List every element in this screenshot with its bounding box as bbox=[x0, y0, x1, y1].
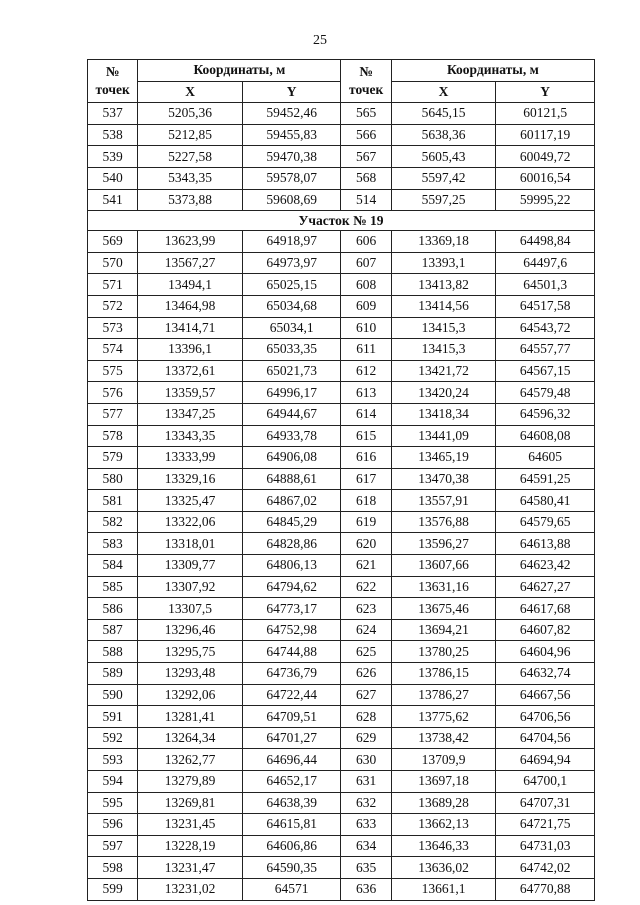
y-value-cell: 64608,08 bbox=[496, 425, 595, 447]
x-value-cell: 13322,06 bbox=[138, 511, 243, 533]
x-value-cell: 13441,09 bbox=[391, 425, 496, 447]
table-row bbox=[88, 447, 595, 469]
y-value-cell: 60117,19 bbox=[496, 124, 595, 146]
y-value-cell: 59455,83 bbox=[242, 124, 341, 146]
table-row bbox=[88, 382, 595, 404]
y-value-cell: 65033,35 bbox=[242, 339, 341, 361]
table-row bbox=[88, 706, 595, 728]
number-symbol: № bbox=[359, 64, 373, 80]
table-row bbox=[88, 231, 595, 253]
point-number-cell: 618 bbox=[341, 490, 391, 512]
point-number-cell: 579 bbox=[88, 447, 138, 469]
point-number-cell: 570 bbox=[88, 252, 138, 274]
y-value-cell: 65034,68 bbox=[242, 295, 341, 317]
x-value-cell: 13465,19 bbox=[391, 447, 496, 469]
y-value-cell: 64615,81 bbox=[242, 814, 341, 836]
x-value-cell: 13415,3 bbox=[391, 339, 496, 361]
x-value-cell: 13661,1 bbox=[391, 878, 496, 900]
point-number-cell: 584 bbox=[88, 555, 138, 577]
x-value-cell: 13421,72 bbox=[391, 360, 496, 382]
y-value-cell: 64557,77 bbox=[496, 339, 595, 361]
point-number-cell: 629 bbox=[341, 727, 391, 749]
x-value-cell: 13576,88 bbox=[391, 511, 496, 533]
point-number-cell: 636 bbox=[341, 878, 391, 900]
point-number-cell: 610 bbox=[341, 317, 391, 339]
y-value-cell: 64721,75 bbox=[496, 814, 595, 836]
y-value-cell: 64652,17 bbox=[242, 771, 341, 793]
point-number-cell: 620 bbox=[341, 533, 391, 555]
y-value-cell: 64701,27 bbox=[242, 727, 341, 749]
point-number-cell: 575 bbox=[88, 360, 138, 382]
y-value-cell: 64744,88 bbox=[242, 641, 341, 663]
table-row bbox=[88, 641, 595, 663]
point-number-cell: 576 bbox=[88, 382, 138, 404]
x-value-cell: 13262,77 bbox=[138, 749, 243, 771]
point-number-header-right bbox=[341, 60, 391, 103]
y-value-cell: 64501,3 bbox=[496, 274, 595, 296]
y-value-cell: 64773,17 bbox=[242, 598, 341, 620]
table-row bbox=[88, 576, 595, 598]
point-number-cell: 569 bbox=[88, 231, 138, 253]
point-number-cell: 606 bbox=[341, 231, 391, 253]
point-number-cell: 514 bbox=[341, 189, 391, 211]
x-value-cell: 13607,66 bbox=[391, 555, 496, 577]
y-value-cell: 64606,86 bbox=[242, 835, 341, 857]
point-number-cell: 577 bbox=[88, 403, 138, 425]
table-row bbox=[88, 252, 595, 274]
section-rows bbox=[88, 231, 595, 900]
point-number-cell: 596 bbox=[88, 814, 138, 836]
point-number-cell: 590 bbox=[88, 684, 138, 706]
table-row bbox=[88, 360, 595, 382]
x-value-cell: 13292,06 bbox=[138, 684, 243, 706]
y-value-cell: 64933,78 bbox=[242, 425, 341, 447]
point-number-cell: 607 bbox=[341, 252, 391, 274]
x-value-cell: 5205,36 bbox=[138, 103, 243, 125]
point-number-cell: 631 bbox=[341, 771, 391, 793]
y-value-cell: 64580,41 bbox=[496, 490, 595, 512]
x-value-cell: 13281,41 bbox=[138, 706, 243, 728]
x-value-cell: 5638,36 bbox=[391, 124, 496, 146]
point-number-cell: 617 bbox=[341, 468, 391, 490]
y-value-cell: 64638,39 bbox=[242, 792, 341, 814]
point-number-cell: 588 bbox=[88, 641, 138, 663]
y-value-cell: 64867,02 bbox=[242, 490, 341, 512]
x-value-cell: 13359,57 bbox=[138, 382, 243, 404]
table-row bbox=[88, 189, 595, 211]
table-row bbox=[88, 684, 595, 706]
x-value-cell: 5343,35 bbox=[138, 167, 243, 189]
x-value-cell: 13231,45 bbox=[138, 814, 243, 836]
y-value-cell: 64498,84 bbox=[496, 231, 595, 253]
x-value-cell: 13494,1 bbox=[138, 274, 243, 296]
section-title: Участок № 19 bbox=[88, 211, 595, 231]
point-number-cell: 540 bbox=[88, 167, 138, 189]
point-number-cell: 627 bbox=[341, 684, 391, 706]
point-number-cell: 589 bbox=[88, 663, 138, 685]
y-value-cell: 64709,51 bbox=[242, 706, 341, 728]
table-row bbox=[88, 317, 595, 339]
y-value-cell: 59452,46 bbox=[242, 103, 341, 125]
table-row bbox=[88, 468, 595, 490]
y-value-cell: 64596,32 bbox=[496, 403, 595, 425]
x-value-cell: 13228,19 bbox=[138, 835, 243, 857]
x-value-cell: 13295,75 bbox=[138, 641, 243, 663]
y-value-cell: 64590,35 bbox=[242, 857, 341, 879]
y-value-cell: 65034,1 bbox=[242, 317, 341, 339]
y-value-cell: 64517,58 bbox=[496, 295, 595, 317]
y-value-cell: 59578,07 bbox=[242, 167, 341, 189]
table-row bbox=[88, 490, 595, 512]
y-value-cell: 64579,65 bbox=[496, 511, 595, 533]
point-number-cell: 594 bbox=[88, 771, 138, 793]
coordinates-table bbox=[87, 59, 595, 901]
point-number-cell: 611 bbox=[341, 339, 391, 361]
point-number-cell: 538 bbox=[88, 124, 138, 146]
point-number-cell: 615 bbox=[341, 425, 391, 447]
x-value-cell: 13307,92 bbox=[138, 576, 243, 598]
x-value-cell: 5645,15 bbox=[391, 103, 496, 125]
y-value-cell: 64694,94 bbox=[496, 749, 595, 771]
table-row bbox=[88, 103, 595, 125]
y-value-cell: 64627,27 bbox=[496, 576, 595, 598]
x-value-cell: 13231,47 bbox=[138, 857, 243, 879]
x-value-cell: 5605,43 bbox=[391, 146, 496, 168]
point-number-cell: 635 bbox=[341, 857, 391, 879]
x-value-cell: 13296,46 bbox=[138, 619, 243, 641]
section-header bbox=[88, 211, 595, 231]
point-number-cell: 609 bbox=[341, 295, 391, 317]
y-value-cell: 64918,97 bbox=[242, 231, 341, 253]
x-value-cell: 13780,25 bbox=[391, 641, 496, 663]
x-value-cell: 13689,28 bbox=[391, 792, 496, 814]
point-number-cell: 630 bbox=[341, 749, 391, 771]
x-value-cell: 13631,16 bbox=[391, 576, 496, 598]
number-symbol: № bbox=[105, 64, 120, 80]
y-value-cell: 64591,25 bbox=[496, 468, 595, 490]
x-value-cell: 13231,02 bbox=[138, 878, 243, 900]
point-number-cell: 614 bbox=[341, 403, 391, 425]
y-value-cell: 64632,74 bbox=[496, 663, 595, 685]
point-number-cell: 572 bbox=[88, 295, 138, 317]
x-value-cell: 5597,25 bbox=[391, 189, 496, 211]
table-row bbox=[88, 598, 595, 620]
x-value-cell: 13662,13 bbox=[391, 814, 496, 836]
y-value-cell: 64736,79 bbox=[242, 663, 341, 685]
point-number-cell: 634 bbox=[341, 835, 391, 857]
y-value-cell: 64704,56 bbox=[496, 727, 595, 749]
table-row bbox=[88, 555, 595, 577]
y-value-cell: 64604,96 bbox=[496, 641, 595, 663]
point-number-cell: 591 bbox=[88, 706, 138, 728]
y-value-cell: 64497,6 bbox=[496, 252, 595, 274]
page-number: 25 bbox=[313, 33, 327, 48]
table-row bbox=[88, 339, 595, 361]
y-header: Y bbox=[242, 81, 341, 103]
x-value-cell: 13414,71 bbox=[138, 317, 243, 339]
coordinates-header: Координаты, м bbox=[138, 60, 341, 82]
coordinates-header-right: Координаты, м bbox=[391, 60, 594, 82]
y-value-cell: 64571 bbox=[242, 878, 341, 900]
x-value-cell: 13347,25 bbox=[138, 403, 243, 425]
y-value-cell: 64742,02 bbox=[496, 857, 595, 879]
x-value-cell: 13464,98 bbox=[138, 295, 243, 317]
x-value-cell: 13393,1 bbox=[391, 252, 496, 274]
x-value-cell: 13418,34 bbox=[391, 403, 496, 425]
point-number-cell: 587 bbox=[88, 619, 138, 641]
y-value-cell: 64696,44 bbox=[242, 749, 341, 771]
table-row bbox=[88, 663, 595, 685]
x-header: X bbox=[138, 81, 243, 103]
point-number-cell: 598 bbox=[88, 857, 138, 879]
x-value-cell: 13307,5 bbox=[138, 598, 243, 620]
y-value-cell: 64605 bbox=[496, 447, 595, 469]
point-number-cell: 597 bbox=[88, 835, 138, 857]
table-row bbox=[88, 792, 595, 814]
point-number-cell: 625 bbox=[341, 641, 391, 663]
y-value-cell: 64806,13 bbox=[242, 555, 341, 577]
y-value-cell: 64973,97 bbox=[242, 252, 341, 274]
point-number-cell: 613 bbox=[341, 382, 391, 404]
table-row bbox=[88, 124, 595, 146]
point-number-cell: 624 bbox=[341, 619, 391, 641]
point-number-header bbox=[88, 60, 138, 103]
x-value-cell: 13343,35 bbox=[138, 425, 243, 447]
y-value-cell: 64722,44 bbox=[242, 684, 341, 706]
point-number-cell: 623 bbox=[341, 598, 391, 620]
x-value-cell: 13333,99 bbox=[138, 447, 243, 469]
table-row bbox=[88, 533, 595, 555]
x-value-cell: 13567,27 bbox=[138, 252, 243, 274]
x-value-cell: 13646,33 bbox=[391, 835, 496, 857]
point-number-cell: 578 bbox=[88, 425, 138, 447]
x-value-cell: 13623,99 bbox=[138, 231, 243, 253]
y-value-cell: 64752,98 bbox=[242, 619, 341, 641]
point-number-cell: 566 bbox=[341, 124, 391, 146]
y-value-cell: 64617,68 bbox=[496, 598, 595, 620]
y-value-cell: 64996,17 bbox=[242, 382, 341, 404]
point-number-cell: 621 bbox=[341, 555, 391, 577]
point-number-cell: 622 bbox=[341, 576, 391, 598]
table-row bbox=[88, 167, 595, 189]
y-value-cell: 64888,61 bbox=[242, 468, 341, 490]
x-value-cell: 13309,77 bbox=[138, 555, 243, 577]
x-value-cell: 5597,42 bbox=[391, 167, 496, 189]
x-value-cell: 13293,48 bbox=[138, 663, 243, 685]
point-number-cell: 633 bbox=[341, 814, 391, 836]
x-value-cell: 5212,85 bbox=[138, 124, 243, 146]
x-value-cell: 13694,21 bbox=[391, 619, 496, 641]
x-value-cell: 13369,18 bbox=[391, 231, 496, 253]
top-rows bbox=[88, 103, 595, 211]
y-value-cell: 64828,86 bbox=[242, 533, 341, 555]
x-value-cell: 13786,27 bbox=[391, 684, 496, 706]
point-number-cell: 583 bbox=[88, 533, 138, 555]
table-row bbox=[88, 749, 595, 771]
x-value-cell: 13636,02 bbox=[391, 857, 496, 879]
x-value-cell: 13396,1 bbox=[138, 339, 243, 361]
point-number-cell: 541 bbox=[88, 189, 138, 211]
point-number-cell: 616 bbox=[341, 447, 391, 469]
point-number-cell: 628 bbox=[341, 706, 391, 728]
x-value-cell: 13413,82 bbox=[391, 274, 496, 296]
table-row bbox=[88, 619, 595, 641]
x-value-cell: 13738,42 bbox=[391, 727, 496, 749]
point-number-cell: 568 bbox=[341, 167, 391, 189]
y-value-cell: 64845,29 bbox=[242, 511, 341, 533]
y-value-cell: 64567,15 bbox=[496, 360, 595, 382]
x-value-cell: 13415,3 bbox=[391, 317, 496, 339]
y-value-cell: 64667,56 bbox=[496, 684, 595, 706]
point-number-cell: 608 bbox=[341, 274, 391, 296]
y-value-cell: 64579,48 bbox=[496, 382, 595, 404]
y-value-cell: 64731,03 bbox=[496, 835, 595, 857]
table-row bbox=[88, 146, 595, 168]
point-number-cell: 585 bbox=[88, 576, 138, 598]
table-row bbox=[88, 727, 595, 749]
x-value-cell: 13420,24 bbox=[391, 382, 496, 404]
y-value-cell: 59608,69 bbox=[242, 189, 341, 211]
point-number-cell: 565 bbox=[341, 103, 391, 125]
x-value-cell: 13786,15 bbox=[391, 663, 496, 685]
x-value-cell: 13325,47 bbox=[138, 490, 243, 512]
number-label: точек bbox=[348, 82, 384, 98]
x-value-cell: 13414,56 bbox=[391, 295, 496, 317]
y-value-cell: 64623,42 bbox=[496, 555, 595, 577]
table-row bbox=[88, 771, 595, 793]
y-value-cell: 65021,73 bbox=[242, 360, 341, 382]
table-row bbox=[88, 878, 595, 900]
table-row bbox=[88, 425, 595, 447]
x-value-cell: 13557,91 bbox=[391, 490, 496, 512]
y-value-cell: 64543,72 bbox=[496, 317, 595, 339]
x-value-cell: 13697,18 bbox=[391, 771, 496, 793]
point-number-cell: 626 bbox=[341, 663, 391, 685]
y-value-cell: 64794,62 bbox=[242, 576, 341, 598]
y-header-right: Y bbox=[496, 81, 595, 103]
x-value-cell: 5373,88 bbox=[138, 189, 243, 211]
point-number-cell: 632 bbox=[341, 792, 391, 814]
point-number-cell: 582 bbox=[88, 511, 138, 533]
x-value-cell: 13596,27 bbox=[391, 533, 496, 555]
point-number-cell: 574 bbox=[88, 339, 138, 361]
point-number-cell: 567 bbox=[341, 146, 391, 168]
y-value-cell: 60016,54 bbox=[496, 167, 595, 189]
point-number-cell: 599 bbox=[88, 878, 138, 900]
y-value-cell: 64607,82 bbox=[496, 619, 595, 641]
x-value-cell: 13709,9 bbox=[391, 749, 496, 771]
table-row bbox=[88, 857, 595, 879]
point-number-cell: 592 bbox=[88, 727, 138, 749]
y-value-cell: 64613,88 bbox=[496, 533, 595, 555]
point-number-cell: 612 bbox=[341, 360, 391, 382]
table-row bbox=[88, 403, 595, 425]
y-value-cell: 60121,5 bbox=[496, 103, 595, 125]
y-value-cell: 59995,22 bbox=[496, 189, 595, 211]
table-header bbox=[88, 60, 595, 103]
point-number-cell: 586 bbox=[88, 598, 138, 620]
x-value-cell: 13318,01 bbox=[138, 533, 243, 555]
number-label: точек bbox=[95, 82, 130, 98]
y-value-cell: 64944,67 bbox=[242, 403, 341, 425]
table-row bbox=[88, 274, 595, 296]
x-value-cell: 13279,89 bbox=[138, 771, 243, 793]
table-row bbox=[88, 835, 595, 857]
point-number-cell: 580 bbox=[88, 468, 138, 490]
point-number-cell: 581 bbox=[88, 490, 138, 512]
x-value-cell: 13775,62 bbox=[391, 706, 496, 728]
x-value-cell: 13372,61 bbox=[138, 360, 243, 382]
x-value-cell: 13264,34 bbox=[138, 727, 243, 749]
y-value-cell: 65025,15 bbox=[242, 274, 341, 296]
x-value-cell: 13269,81 bbox=[138, 792, 243, 814]
table-row bbox=[88, 511, 595, 533]
y-value-cell: 64906,08 bbox=[242, 447, 341, 469]
x-value-cell: 5227,58 bbox=[138, 146, 243, 168]
x-header-right: X bbox=[391, 81, 496, 103]
y-value-cell: 64707,31 bbox=[496, 792, 595, 814]
x-value-cell: 13329,16 bbox=[138, 468, 243, 490]
table-row bbox=[88, 295, 595, 317]
point-number-cell: 593 bbox=[88, 749, 138, 771]
y-value-cell: 59470,38 bbox=[242, 146, 341, 168]
x-value-cell: 13470,38 bbox=[391, 468, 496, 490]
point-number-cell: 539 bbox=[88, 146, 138, 168]
y-value-cell: 64706,56 bbox=[496, 706, 595, 728]
point-number-cell: 571 bbox=[88, 274, 138, 296]
point-number-cell: 573 bbox=[88, 317, 138, 339]
point-number-cell: 537 bbox=[88, 103, 138, 125]
y-value-cell: 64770,88 bbox=[496, 878, 595, 900]
y-value-cell: 64700,1 bbox=[496, 771, 595, 793]
table-row bbox=[88, 814, 595, 836]
point-number-cell: 595 bbox=[88, 792, 138, 814]
point-number-cell: 619 bbox=[341, 511, 391, 533]
y-value-cell: 60049,72 bbox=[496, 146, 595, 168]
x-value-cell: 13675,46 bbox=[391, 598, 496, 620]
